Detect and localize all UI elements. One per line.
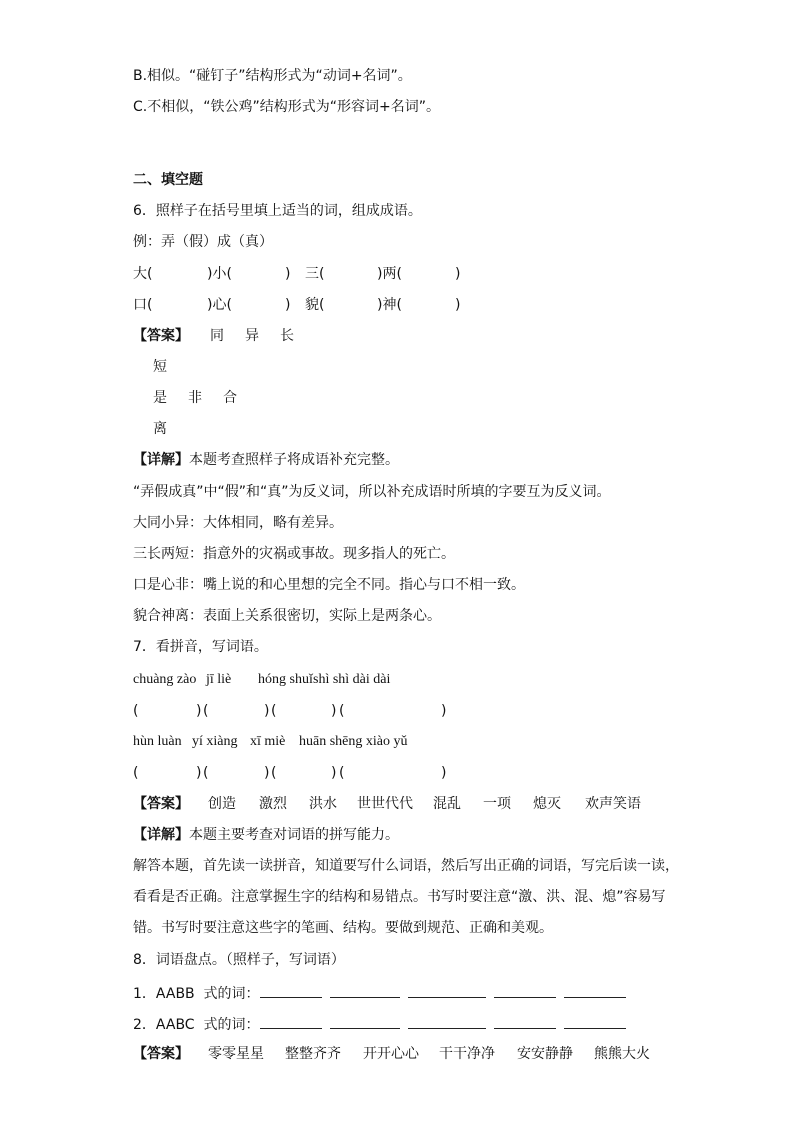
detail-label: 【详解】 (133, 827, 189, 843)
paren-close: ) (441, 703, 447, 719)
answer-blank[interactable] (260, 982, 322, 998)
answer-word: 非 (188, 390, 202, 406)
q7-explanation-line: 看看是否正确。注意掌握生字的结构和易错点。书写时要注意“激、洪、混、熄”容易写 (133, 889, 666, 905)
detail-text: 本题主要考查对词语的拼写能力。 (189, 827, 399, 843)
answer-word: 安安静静 (517, 1046, 573, 1062)
answer-word: 干干净净 (439, 1046, 495, 1062)
q8-item-1 (133, 982, 634, 1004)
answer-word: 长 (280, 328, 294, 344)
answer-blank[interactable] (494, 1013, 556, 1029)
q7-explanation-line: 错。书写时要注意这些字的笔画、结构。要做到规范、正确和美观。 (133, 920, 553, 936)
answer-blank[interactable] (408, 982, 486, 998)
answer-word: 世世代代 (357, 796, 413, 812)
blank-segment: 口( (133, 297, 153, 313)
detail-label: 【详解】 (133, 452, 189, 468)
paren-open: ( (271, 765, 277, 781)
answer-word: 一项 (483, 796, 511, 812)
pinyin: hóng shuǐ (258, 672, 313, 687)
answer-blank[interactable] (564, 1013, 626, 1029)
section-title: 二、填空题 (133, 172, 203, 188)
blank-segment: ) (455, 266, 461, 282)
blank-segment: 三( (305, 266, 325, 282)
q6-detail-line: 貌合神离：表面上关系很密切，实际上是两条心。 (133, 608, 441, 624)
answer-word: 熊熊大火 (594, 1046, 650, 1062)
paren-open: ( (339, 703, 345, 719)
paren-open: ( (133, 765, 139, 781)
q6-detail-line: 三长两短：指意外的灾祸或事故。现多指人的死亡。 (133, 546, 455, 562)
paren-open: ( (271, 703, 277, 719)
paren-close: ) (331, 765, 337, 781)
answer-word: 是 (153, 390, 167, 406)
answer-blank[interactable] (330, 982, 400, 998)
option-c: C.不相似，“铁公鸡”结构形式为“形容词+名词”。 (133, 99, 440, 115)
item-label: 1．AABB 式的词： (133, 986, 260, 1002)
answer-blank[interactable] (408, 1013, 486, 1029)
answer-word: 激烈 (259, 796, 287, 812)
answer-label: 【答案】 (133, 328, 189, 344)
paren-close: ) (196, 765, 202, 781)
paren-close: ) (196, 703, 202, 719)
paren-open: ( (203, 703, 209, 719)
blank-segment: 貌( (305, 297, 325, 313)
paren-open: ( (339, 765, 345, 781)
q6-detail-line: 口是心非：嘴上说的和心里想的完全不同。指心与口不相一致。 (133, 577, 525, 593)
pinyin: yí xiàng (192, 734, 238, 749)
pinyin: hùn luàn (133, 734, 182, 749)
answer-label: 【答案】 (133, 796, 189, 812)
paren-close: ) (264, 703, 270, 719)
answer-blank[interactable] (564, 982, 626, 998)
pinyin: chuàng zào (133, 672, 197, 687)
answer-word: 创造 (208, 796, 236, 812)
answer-word: 零零星星 (208, 1046, 264, 1062)
blank-segment: )心( (207, 297, 232, 313)
q6-detail-line: 大同小异：大体相同，略有差异。 (133, 515, 343, 531)
answer-word: 同 (210, 328, 224, 344)
detail-text: 本题考查照样子将成语补充完整。 (189, 452, 399, 468)
answer-word: 开开心心 (363, 1046, 419, 1062)
q6-detail-line: “弄假成真”中“假”和“真”为反义词，所以补充成语时所填的字要互为反义词。 (133, 484, 611, 500)
answer-word: 短 (153, 359, 167, 375)
paren-open: ( (133, 703, 139, 719)
paren-close: ) (331, 703, 337, 719)
q6-detail (133, 450, 399, 470)
pinyin: xī miè (250, 734, 286, 749)
answer-label: 【答案】 (133, 1046, 189, 1062)
q7-prompt: 7．看拼音，写词语。 (133, 639, 268, 655)
answer-blank[interactable] (260, 1013, 322, 1029)
pinyin: jī liè (206, 672, 232, 687)
q8-item-2 (133, 1013, 634, 1035)
paren-close: ) (441, 765, 447, 781)
pinyin: shì shì dài dài (313, 672, 391, 687)
q7-detail (133, 825, 399, 845)
q7-explanation-line: 解答本题，首先读一读拼音，知道要写什么词语，然后写出正确的词语，写完后读一读， (133, 858, 679, 874)
paren-close: ) (264, 765, 270, 781)
blank-segment: 大( (133, 266, 153, 282)
answer-word: 合 (223, 390, 237, 406)
paren-open: ( (203, 765, 209, 781)
answer-word: 洪水 (309, 796, 337, 812)
q6-prompt: 6．照样子在括号里填上适当的词，组成成语。 (133, 203, 422, 219)
pinyin: huān shēng xiào yǔ (299, 734, 408, 749)
q6-example: 例：弄（假）成（真） (133, 234, 273, 250)
blank-segment: )两( (377, 266, 402, 282)
answer-word: 异 (245, 328, 259, 344)
blank-segment: ) (455, 297, 461, 313)
answer-word: 熄灭 (533, 796, 561, 812)
answer-word: 欢声笑语 (585, 796, 641, 812)
answer-word: 混乱 (433, 796, 461, 812)
answer-word: 整整齐齐 (285, 1046, 341, 1062)
answer-word: 离 (153, 421, 167, 437)
blank-segment: )小( (207, 266, 232, 282)
option-b: B.相似。“碰钉子”结构形式为“动词+名词”。 (133, 68, 412, 84)
blank-segment: ) (285, 297, 291, 313)
q8-prompt: 8．词语盘点。（照样子，写词语） (133, 952, 345, 968)
answer-blank[interactable] (494, 982, 556, 998)
blank-segment: ) (285, 266, 291, 282)
item-label: 2．AABC 式的词： (133, 1017, 260, 1033)
blank-segment: )神( (377, 297, 402, 313)
answer-blank[interactable] (330, 1013, 400, 1029)
